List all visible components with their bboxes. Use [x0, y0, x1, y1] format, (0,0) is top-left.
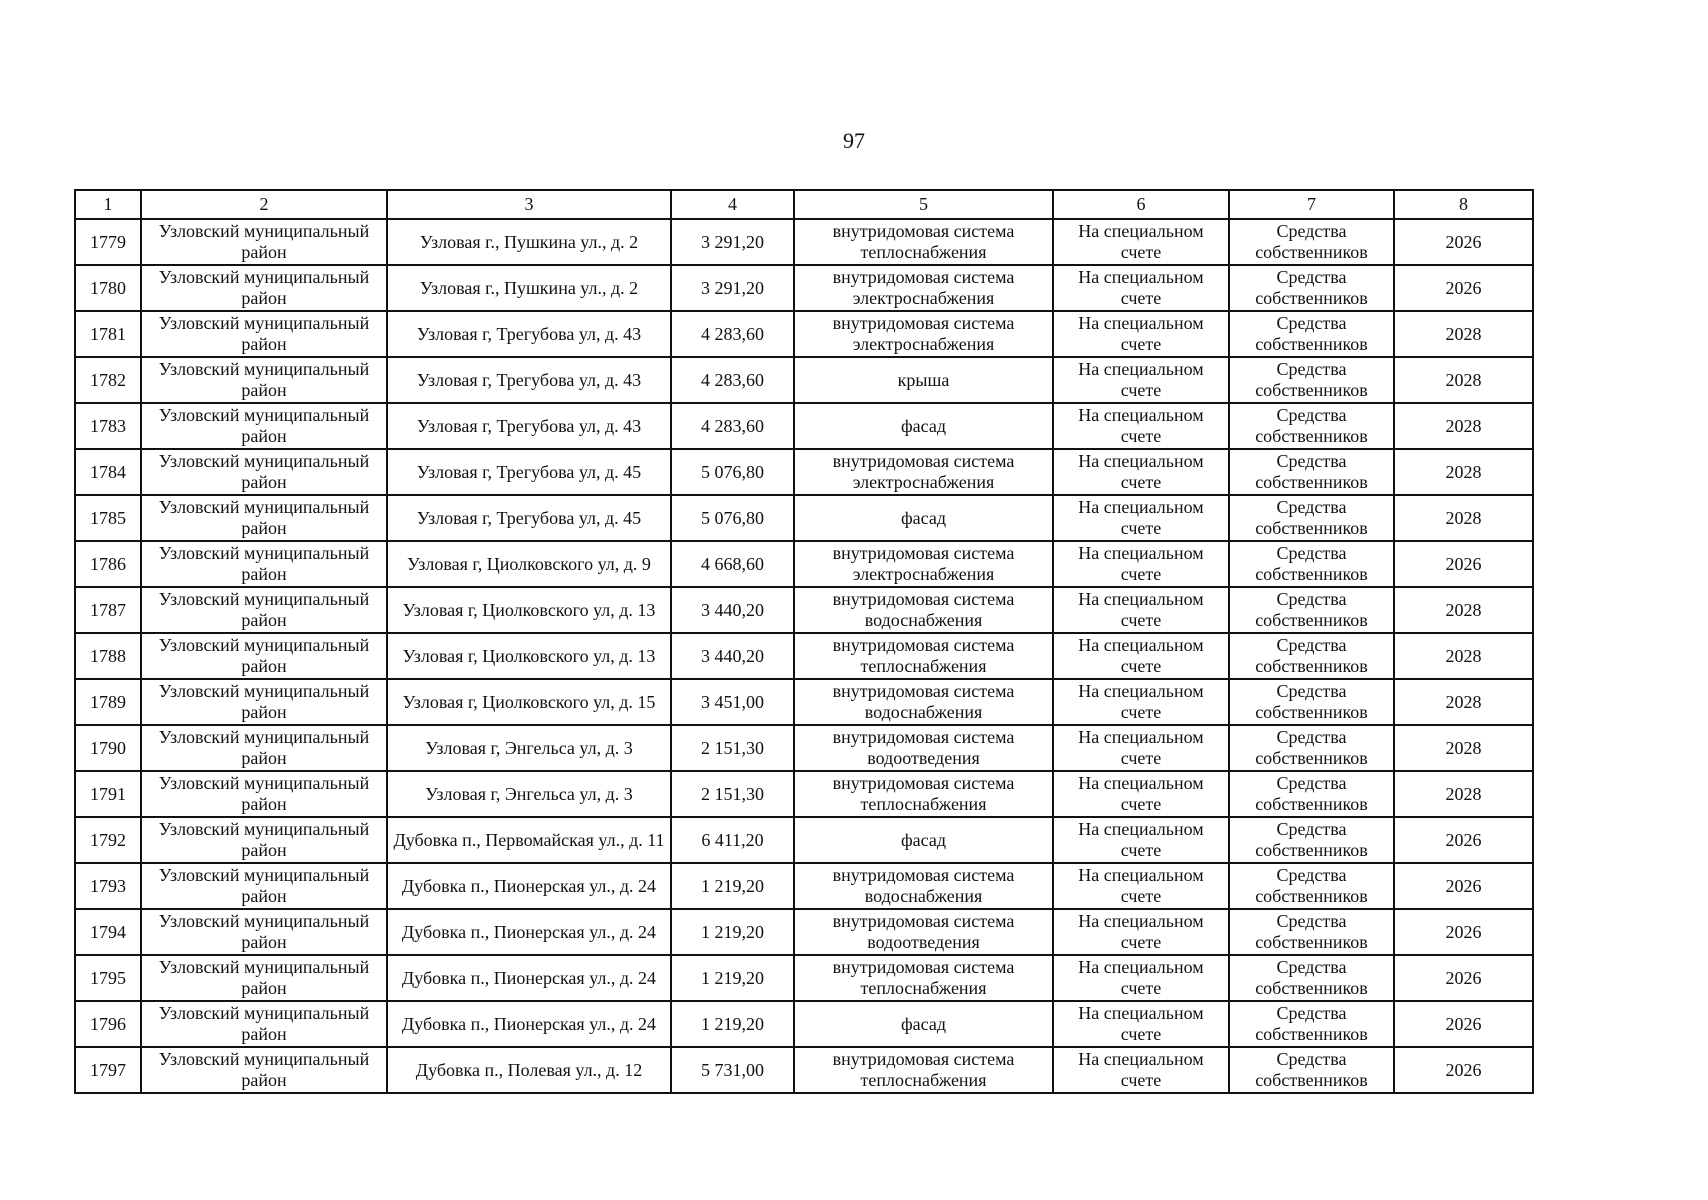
table-cell: 4 283,60	[671, 403, 794, 449]
table-cell: На специальном счете	[1053, 817, 1229, 863]
table-cell: Узловский муниципальный район	[141, 863, 387, 909]
table-cell: 2 151,30	[671, 725, 794, 771]
table-cell: Узловский муниципальный район	[141, 219, 387, 265]
table-cell: внутридомовая система теплоснабжения	[794, 955, 1053, 1001]
table-row	[75, 357, 1533, 403]
table-cell: 1 219,20	[671, 1001, 794, 1047]
table-cell: 3 440,20	[671, 587, 794, 633]
table-cell: 1781	[75, 311, 141, 357]
table-cell: Средства собственников	[1229, 725, 1394, 771]
table-cell: Средства собственников	[1229, 541, 1394, 587]
table-row	[75, 311, 1533, 357]
table-cell: внутридомовая система теплоснабжения	[794, 633, 1053, 679]
column-header: 1	[75, 190, 141, 219]
table-cell: Средства собственников	[1229, 679, 1394, 725]
table-cell: Узловая г, Циолковского ул, д. 13	[387, 587, 671, 633]
column-header: 3	[387, 190, 671, 219]
table-cell: На специальном счете	[1053, 633, 1229, 679]
table-cell: 1792	[75, 817, 141, 863]
table-cell: фасад	[794, 1001, 1053, 1047]
table-cell: Средства собственников	[1229, 587, 1394, 633]
table-cell: 4 283,60	[671, 311, 794, 357]
table-cell: Дубовка п., Пионерская ул., д. 24	[387, 863, 671, 909]
table-cell: 1783	[75, 403, 141, 449]
table-cell: 2026	[1394, 955, 1533, 1001]
table-cell: 1789	[75, 679, 141, 725]
table-cell: Узловая г, Циолковского ул, д. 13	[387, 633, 671, 679]
table-cell: Средства собственников	[1229, 311, 1394, 357]
table-cell: крыша	[794, 357, 1053, 403]
table-row	[75, 265, 1533, 311]
table-row	[75, 1001, 1533, 1047]
table-cell: 3 440,20	[671, 633, 794, 679]
table-cell: 5 076,80	[671, 449, 794, 495]
table-cell: Узловский муниципальный район	[141, 311, 387, 357]
table-cell: внутридомовая система водоснабжения	[794, 863, 1053, 909]
table-cell: 2028	[1394, 725, 1533, 771]
table-cell: Средства собственников	[1229, 449, 1394, 495]
table-cell: Средства собственников	[1229, 357, 1394, 403]
table-cell: 1784	[75, 449, 141, 495]
table-cell: 1788	[75, 633, 141, 679]
table-cell: На специальном счете	[1053, 265, 1229, 311]
table-cell: Средства собственников	[1229, 955, 1394, 1001]
table-cell: внутридомовая система электроснабжения	[794, 541, 1053, 587]
table-cell: На специальном счете	[1053, 909, 1229, 955]
table-row	[75, 1047, 1533, 1093]
table-cell: Средства собственников	[1229, 1001, 1394, 1047]
column-header: 7	[1229, 190, 1394, 219]
table-cell: На специальном счете	[1053, 1001, 1229, 1047]
table-cell: Средства собственников	[1229, 495, 1394, 541]
table-cell: Узловая г, Трегубова ул, д. 43	[387, 311, 671, 357]
table-cell: 1790	[75, 725, 141, 771]
table-cell: Узловский муниципальный район	[141, 725, 387, 771]
table-cell: 1 219,20	[671, 863, 794, 909]
table-cell: На специальном счете	[1053, 449, 1229, 495]
table-cell: Узловский муниципальный район	[141, 265, 387, 311]
table-cell: Узловский муниципальный район	[141, 679, 387, 725]
table-cell: 1 219,20	[671, 955, 794, 1001]
table-cell: Узловский муниципальный район	[141, 771, 387, 817]
table-cell: Узловая г, Трегубова ул, д. 43	[387, 403, 671, 449]
table-cell: На специальном счете	[1053, 725, 1229, 771]
table-cell: На специальном счете	[1053, 1047, 1229, 1093]
table-cell: Узловский муниципальный район	[141, 633, 387, 679]
table-cell: Узловая г, Трегубова ул, д. 45	[387, 449, 671, 495]
table-cell: Средства собственников	[1229, 863, 1394, 909]
table-cell: Узловая г., Пушкина ул., д. 2	[387, 219, 671, 265]
table-cell: 1795	[75, 955, 141, 1001]
table-cell: Средства собственников	[1229, 403, 1394, 449]
table-cell: 2026	[1394, 265, 1533, 311]
table-cell: 2026	[1394, 909, 1533, 955]
table-cell: фасад	[794, 403, 1053, 449]
table-cell: 2026	[1394, 817, 1533, 863]
table-cell: внутридомовая система электроснабжения	[794, 449, 1053, 495]
table-cell: 3 291,20	[671, 219, 794, 265]
table-cell: 2028	[1394, 311, 1533, 357]
table-cell: Узловский муниципальный район	[141, 909, 387, 955]
table-cell: 5 076,80	[671, 495, 794, 541]
table-cell: Узловая г., Пушкина ул., д. 2	[387, 265, 671, 311]
table-row	[75, 403, 1533, 449]
table-cell: Средства собственников	[1229, 219, 1394, 265]
table-body	[75, 219, 1533, 1093]
table-cell: Средства собственников	[1229, 1047, 1394, 1093]
table-cell: 4 283,60	[671, 357, 794, 403]
table-cell: 4 668,60	[671, 541, 794, 587]
table-cell: Средства собственников	[1229, 633, 1394, 679]
table-cell: 1793	[75, 863, 141, 909]
table-cell: Узловая г, Циолковского ул, д. 15	[387, 679, 671, 725]
table-row	[75, 219, 1533, 265]
column-header: 4	[671, 190, 794, 219]
register-table	[74, 189, 1534, 1094]
table-cell: 3 291,20	[671, 265, 794, 311]
table-cell: 2028	[1394, 633, 1533, 679]
table-cell: Узловский муниципальный район	[141, 1001, 387, 1047]
table-cell: 2026	[1394, 541, 1533, 587]
table-cell: 1791	[75, 771, 141, 817]
table-cell: Узловский муниципальный район	[141, 449, 387, 495]
table-cell: Узловский муниципальный район	[141, 955, 387, 1001]
table-cell: 1794	[75, 909, 141, 955]
table-cell: На специальном счете	[1053, 587, 1229, 633]
table-cell: Дубовка п., Первомайская ул., д. 11	[387, 817, 671, 863]
table-cell: внутридомовая система теплоснабжения	[794, 1047, 1053, 1093]
table-row	[75, 955, 1533, 1001]
table-cell: На специальном счете	[1053, 357, 1229, 403]
table-cell: 2026	[1394, 1001, 1533, 1047]
table-cell: внутридомовая система электроснабжения	[794, 311, 1053, 357]
table-cell: Узловский муниципальный район	[141, 357, 387, 403]
table-row	[75, 449, 1533, 495]
table-cell: внутридомовая система электроснабжения	[794, 265, 1053, 311]
table-cell: 1779	[75, 219, 141, 265]
table-row	[75, 587, 1533, 633]
table-row	[75, 633, 1533, 679]
table-cell: Узловая г, Циолковского ул, д. 9	[387, 541, 671, 587]
table-cell: 1786	[75, 541, 141, 587]
table-cell: внутридомовая система водоснабжения	[794, 587, 1053, 633]
table-cell: Дубовка п., Пионерская ул., д. 24	[387, 955, 671, 1001]
table-cell: На специальном счете	[1053, 679, 1229, 725]
table-cell: 1782	[75, 357, 141, 403]
table-cell: Средства собственников	[1229, 909, 1394, 955]
table-cell: На специальном счете	[1053, 771, 1229, 817]
table-cell: фасад	[794, 495, 1053, 541]
table-cell: Узловский муниципальный район	[141, 495, 387, 541]
table-cell: Средства собственников	[1229, 817, 1394, 863]
table-cell: фасад	[794, 817, 1053, 863]
table-row	[75, 679, 1533, 725]
table-cell: На специальном счете	[1053, 495, 1229, 541]
table-cell: На специальном счете	[1053, 403, 1229, 449]
table-cell: На специальном счете	[1053, 863, 1229, 909]
table-cell: 1796	[75, 1001, 141, 1047]
table-cell: 2028	[1394, 771, 1533, 817]
table-cell: внутридомовая система водоотведения	[794, 909, 1053, 955]
table-cell: 1787	[75, 587, 141, 633]
table-cell: Узловский муниципальный район	[141, 403, 387, 449]
table-row	[75, 495, 1533, 541]
table-cell: 1780	[75, 265, 141, 311]
table-cell: 2026	[1394, 1047, 1533, 1093]
table-cell: внутридомовая система водоотведения	[794, 725, 1053, 771]
table-row	[75, 771, 1533, 817]
table-cell: На специальном счете	[1053, 311, 1229, 357]
table-row	[75, 725, 1533, 771]
table-row	[75, 541, 1533, 587]
table-cell: 2028	[1394, 587, 1533, 633]
table-cell: 6 411,20	[671, 817, 794, 863]
table-cell: На специальном счете	[1053, 219, 1229, 265]
table-cell: внутридомовая система теплоснабжения	[794, 219, 1053, 265]
table-cell: Узловая г, Энгельса ул, д. 3	[387, 725, 671, 771]
table-cell: Узловский муниципальный район	[141, 1047, 387, 1093]
table-row	[75, 863, 1533, 909]
table-cell: Дубовка п., Полевая ул., д. 12	[387, 1047, 671, 1093]
column-header: 8	[1394, 190, 1533, 219]
table-cell: 5 731,00	[671, 1047, 794, 1093]
table-cell: Дубовка п., Пионерская ул., д. 24	[387, 909, 671, 955]
table-cell: На специальном счете	[1053, 955, 1229, 1001]
table-cell: 3 451,00	[671, 679, 794, 725]
table-cell: Дубовка п., Пионерская ул., д. 24	[387, 1001, 671, 1047]
table-cell: 2028	[1394, 495, 1533, 541]
table-cell: 1785	[75, 495, 141, 541]
table-cell: 2 151,30	[671, 771, 794, 817]
column-header: 5	[794, 190, 1053, 219]
table-cell: 2028	[1394, 679, 1533, 725]
table-cell: Узловский муниципальный район	[141, 587, 387, 633]
table-cell: 2028	[1394, 357, 1533, 403]
column-header: 6	[1053, 190, 1229, 219]
table-cell: Средства собственников	[1229, 265, 1394, 311]
column-header: 2	[141, 190, 387, 219]
header-row	[75, 190, 1533, 219]
table-cell: Узловая г, Трегубова ул, д. 45	[387, 495, 671, 541]
table-cell: Узловая г, Трегубова ул, д. 43	[387, 357, 671, 403]
table-cell: 2026	[1394, 863, 1533, 909]
table-cell: 2026	[1394, 219, 1533, 265]
table-cell: Средства собственников	[1229, 771, 1394, 817]
table-cell: Узловая г, Энгельса ул, д. 3	[387, 771, 671, 817]
table-row	[75, 909, 1533, 955]
page-number: 97	[843, 128, 865, 153]
table-cell: На специальном счете	[1053, 541, 1229, 587]
table-cell: 1797	[75, 1047, 141, 1093]
table-cell: Узловский муниципальный район	[141, 817, 387, 863]
table-cell: 2028	[1394, 403, 1533, 449]
table-cell: Узловский муниципальный район	[141, 541, 387, 587]
table-cell: внутридомовая система теплоснабжения	[794, 771, 1053, 817]
table-cell: внутридомовая система водоснабжения	[794, 679, 1053, 725]
table-cell: 1 219,20	[671, 909, 794, 955]
table-row	[75, 817, 1533, 863]
table-cell: 2028	[1394, 449, 1533, 495]
